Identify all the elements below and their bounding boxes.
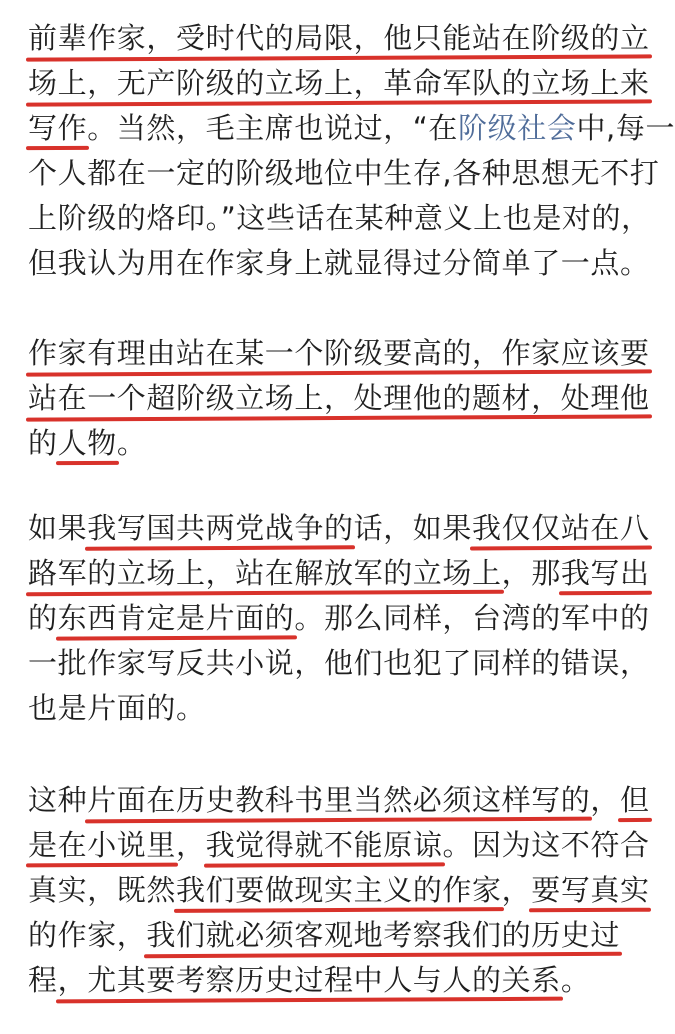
text-segment: 程 — [28, 963, 58, 997]
text-segment: 。当然，毛主席也说过，“在 — [87, 111, 459, 145]
underlined-text: 我写国共两党战争的 — [87, 511, 354, 545]
text-segment: 中,每一 — [576, 111, 675, 145]
underlined-text: 要写真实 — [531, 873, 650, 907]
underlined-text: 我们要做现实主义的作家 — [176, 873, 502, 907]
text-segment: ，那 — [501, 556, 561, 590]
underlined-text: 人物 — [57, 426, 117, 460]
text-segment: 这种 — [28, 783, 88, 817]
text-line — [28, 333, 650, 373]
text-line — [28, 423, 618, 463]
underlined-text: 写作 — [28, 111, 88, 145]
text-line — [28, 825, 650, 865]
underlined-text: 作家有理由站在某一个阶级要高的，作家应该要 — [28, 336, 650, 370]
text-line — [28, 18, 650, 58]
text-line — [28, 508, 650, 548]
text-line — [28, 243, 650, 283]
text-segment: 一批作家写反共小说，他们也犯了同样的错误， — [28, 646, 650, 680]
text-line — [28, 598, 650, 638]
text-line — [28, 780, 650, 820]
text-line — [28, 108, 675, 148]
underlined-text: 我仅仅站在八 — [472, 511, 650, 545]
underlined-text: ，尤其要考察历史过程中人与人的关系 — [57, 963, 561, 997]
text-segment: 真实，既然 — [28, 873, 177, 907]
text-segment: 但我认为用在作家身上就显得过分简单了一点。 — [28, 246, 650, 280]
text-line — [28, 553, 650, 593]
text-segment: 。 — [116, 426, 147, 460]
text-line — [28, 915, 621, 955]
text-segment: ， — [590, 783, 621, 817]
text-line — [28, 153, 660, 193]
text-segment: 。 — [560, 963, 591, 997]
underlined-text: 我们就必须客观地考察我们的历史过 — [146, 918, 621, 952]
inline-link[interactable]: 阶级社会 — [458, 111, 577, 145]
text-segment: 。那么同样，台湾的军中的 — [294, 601, 650, 635]
underlined-text: 但 — [620, 783, 650, 817]
text-segment: ， — [501, 873, 532, 907]
text-line — [28, 688, 618, 728]
text-segment: 话，如果 — [353, 511, 473, 545]
text-segment: 如果 — [28, 511, 88, 545]
text-segment: 上阶级的烙印。”这些话在某种意义上也是对的， — [28, 201, 651, 235]
text-line — [28, 643, 650, 683]
underlined-text: 片面在历史教科书里当然必须这样写的 — [87, 783, 591, 817]
text-segment: 的 — [28, 426, 58, 460]
underlined-text: 是在小说里 — [28, 828, 177, 862]
underlined-text: 路军的立场上，站在解放军的立场上 — [28, 556, 502, 590]
underlined-text: 东西肯定是片面的 — [57, 601, 295, 635]
underlined-text: 前辈作家，受时代的局限，他只能站在阶级的立 — [28, 21, 650, 55]
text-line — [28, 870, 650, 910]
text-line — [28, 198, 651, 238]
text-segment: 个人都在一定的阶级地位中生存,各种思想无不打 — [28, 156, 660, 190]
text-segment: 也是片面的。 — [28, 691, 206, 725]
text-segment: 的作家， — [28, 918, 147, 952]
text-segment: 。因为这不符合 — [442, 828, 650, 862]
text-line — [28, 63, 650, 103]
underlined-text: 我写出 — [560, 556, 650, 590]
text-segment: 的 — [28, 601, 58, 635]
underlined-text: 场上，无产阶级的立场上，革命军队的立场上来 — [28, 66, 650, 100]
text-segment: ， — [176, 828, 206, 862]
text-line — [28, 960, 618, 1000]
text-line — [28, 378, 650, 418]
underlined-text: 站在一个超阶级立场上，处理他的题材，处理他 — [28, 381, 650, 415]
underlined-text: 我觉得就不能原谅 — [205, 828, 443, 862]
